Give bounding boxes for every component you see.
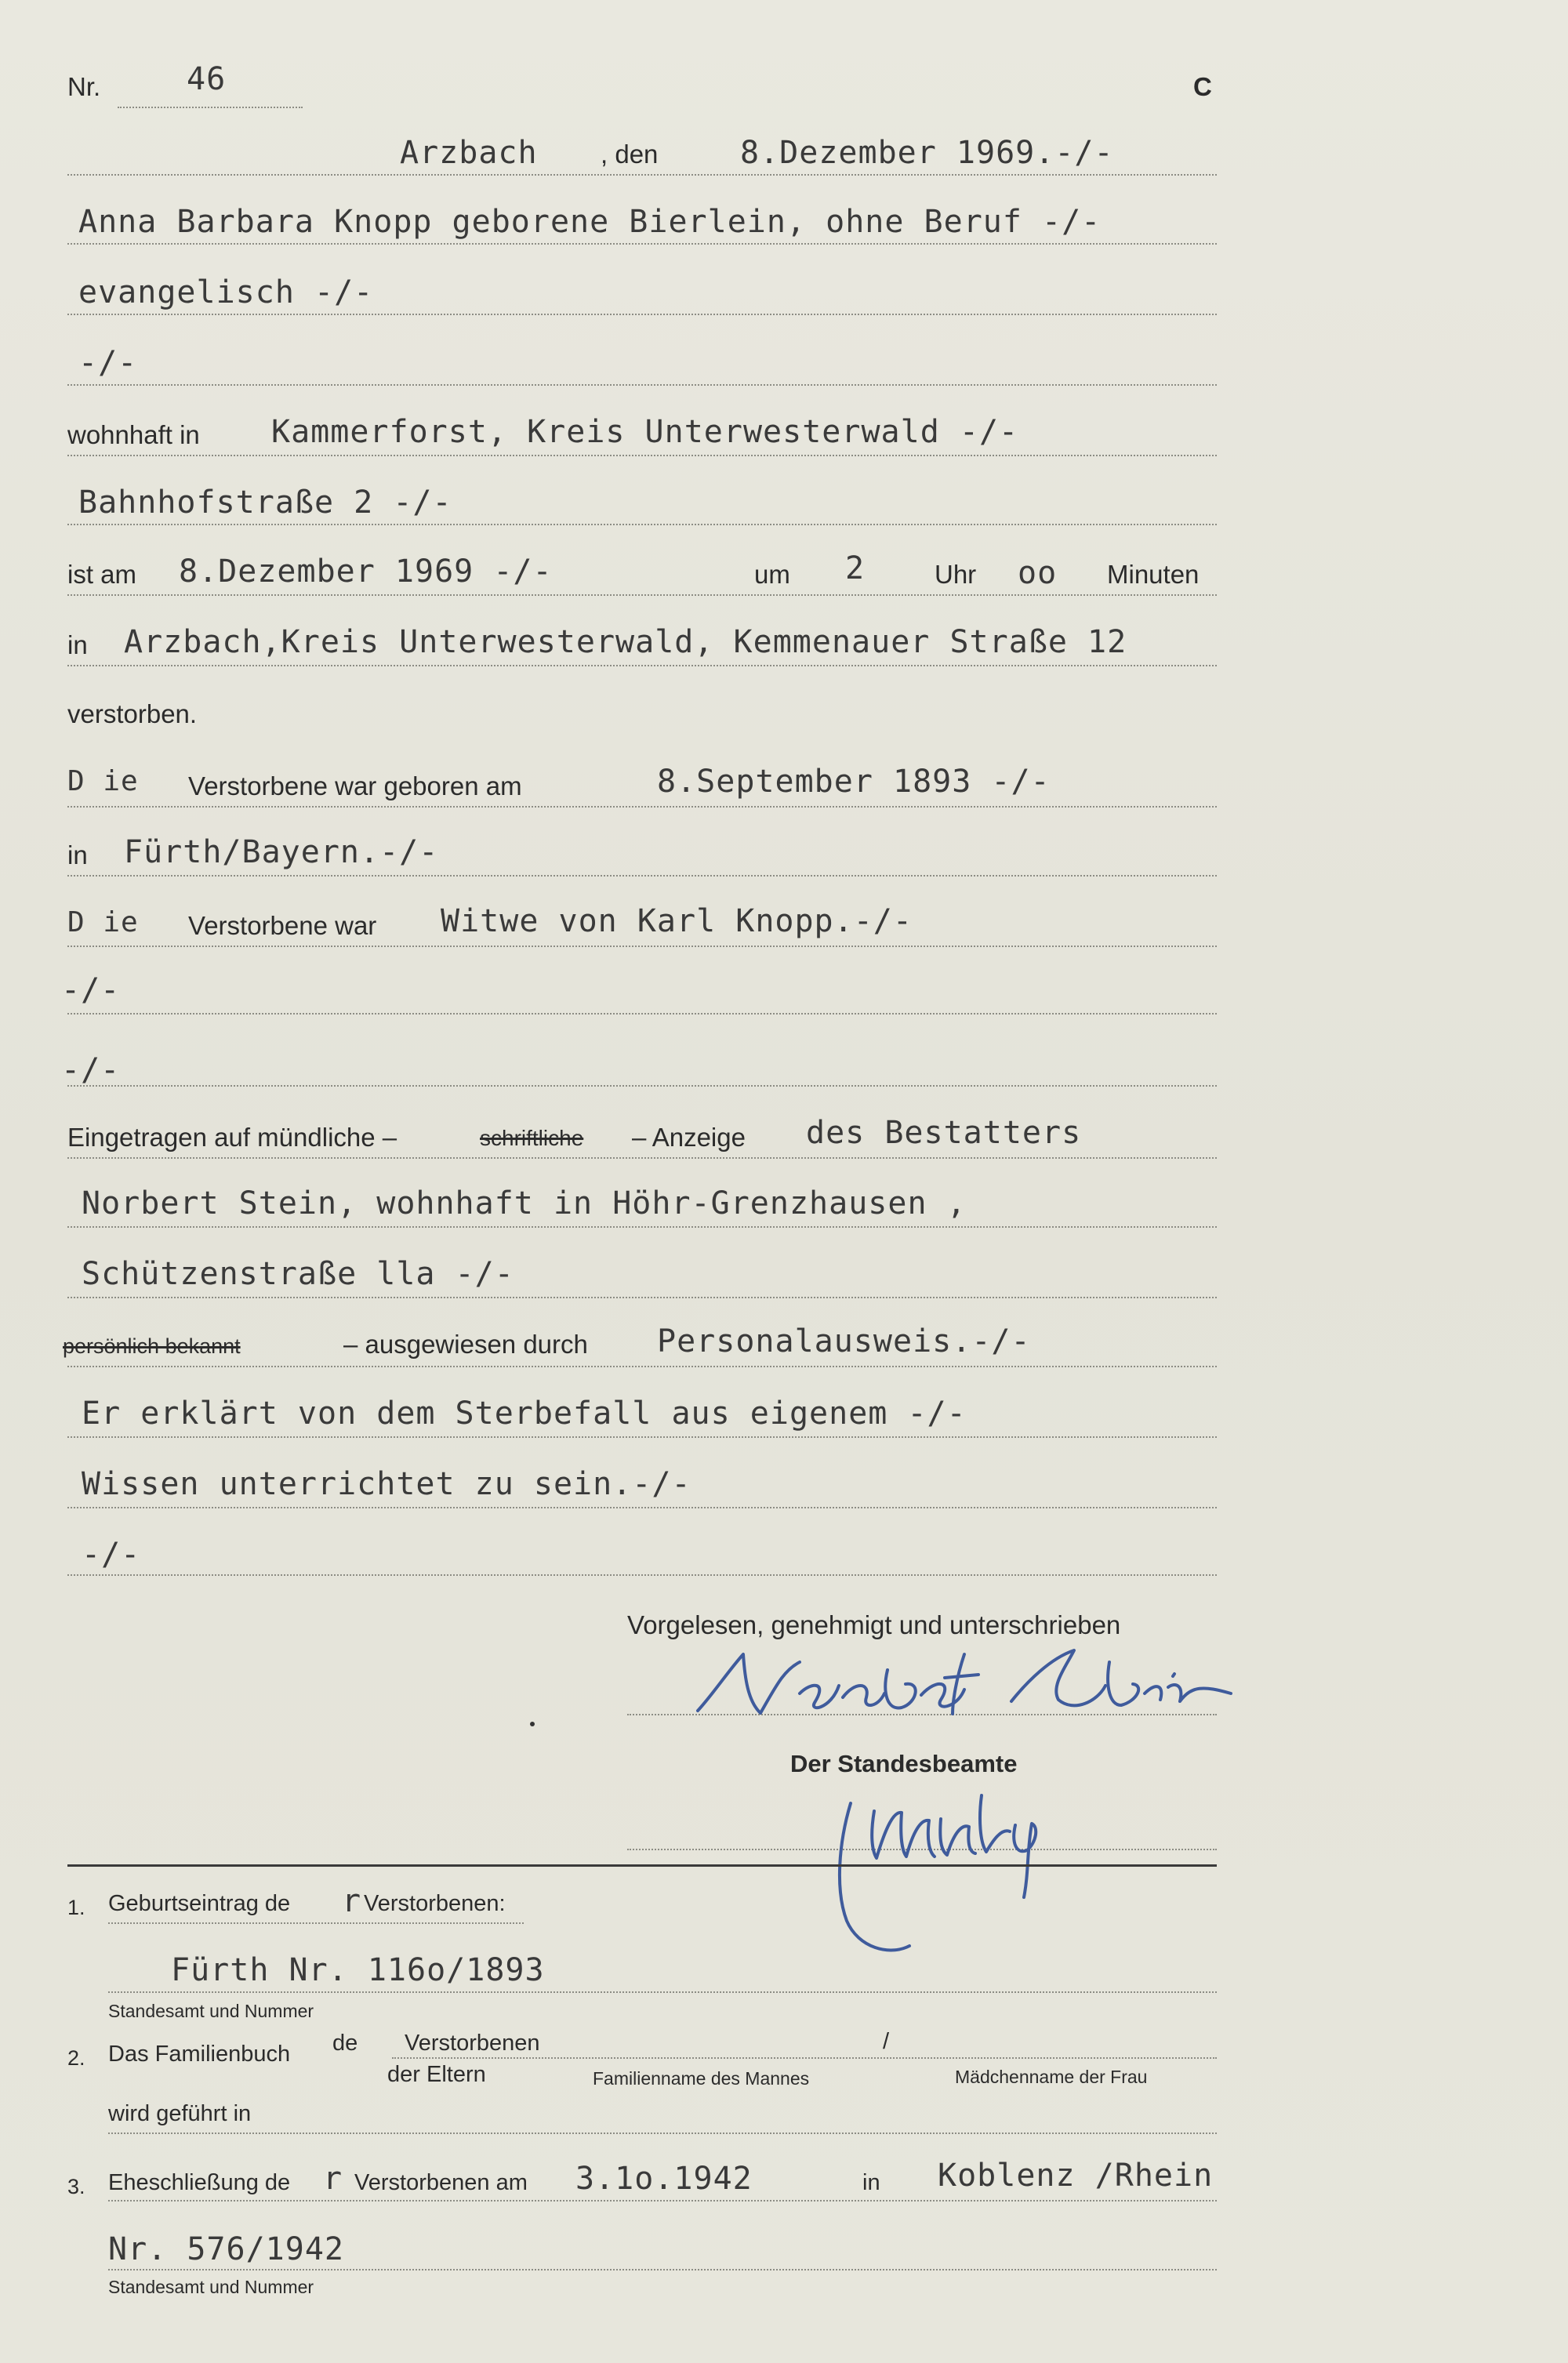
- registrar-signature: [815, 1764, 1082, 1960]
- dotted-line: [67, 1574, 1217, 1576]
- dotted-line: [67, 243, 1217, 245]
- register-letter: C: [1193, 72, 1212, 101]
- registered-label: Eingetragen auf mündliche –: [67, 1123, 397, 1152]
- blank-line-mark: -/-: [61, 1052, 121, 1088]
- dotted-line: [67, 314, 1217, 315]
- section-divider: [67, 1864, 1217, 1867]
- note-1-fill: r: [342, 1883, 362, 1919]
- status-prefix: D ie: [67, 906, 139, 938]
- note-2-caption-man: Familienname des Mannes: [593, 2068, 810, 2089]
- marriage-place: Koblenz /Rhein: [938, 2158, 1214, 2194]
- uhr-label: Uhr: [935, 560, 977, 589]
- dotted-line: [67, 455, 1217, 456]
- dotted-line: [67, 1085, 1217, 1087]
- dotted-line: [67, 384, 1217, 386]
- blank-line-mark: -/-: [61, 972, 121, 1008]
- note-2-parents: der Eltern: [387, 2062, 486, 2087]
- registrar-title: Der Standesbeamte: [790, 1750, 1018, 1777]
- dotted-line: [392, 2057, 1217, 2059]
- dotted-line: [67, 875, 1217, 877]
- death-minutes: oo: [1018, 555, 1058, 591]
- statement-line: Wissen unterrichtet zu sein.-/-: [82, 1466, 691, 1502]
- registry-date: 8.Dezember 1969.-/-: [740, 135, 1114, 171]
- note-2-deceased: Verstorbenen: [405, 2031, 540, 2056]
- dotted-line: [67, 1013, 1217, 1015]
- struck-written: schriftliche: [480, 1126, 584, 1150]
- read-approved-label: Vorgelesen, genehmigt und unterschrieben: [627, 1610, 1121, 1639]
- note-2-label: Das Familienbuch: [108, 2042, 291, 2067]
- born-prefix: D ie: [67, 765, 139, 797]
- note-2-kept-in: wird geführt in: [108, 2101, 252, 2126]
- blank-line-mark: -/-: [78, 345, 138, 381]
- note-2-slash: /: [883, 2029, 890, 2054]
- nr-dotted-line: [118, 107, 303, 108]
- note-3-label: Eheschließung de: [108, 2170, 291, 2195]
- residence-label: wohnhaft in: [67, 420, 200, 449]
- note-3-number: 3.: [67, 2175, 85, 2198]
- dotted-line: [67, 1366, 1217, 1367]
- entry-number: 46: [187, 61, 227, 97]
- death-place: Arzbach,Kreis Unterwesterwald, Kemmenauer Straße 12: [124, 624, 1127, 660]
- marital-status: Witwe von Karl Knopp.-/-: [441, 903, 913, 939]
- informant-signature: [682, 1639, 1239, 1725]
- deceased-name: Anna Barbara Knopp geborene Bierlein, ohne Beruf -/-: [78, 204, 1102, 240]
- status-label: Verstorbene war: [188, 911, 377, 940]
- dotted-line: [67, 1436, 1217, 1438]
- marriage-date: 3.1o.1942: [575, 2161, 753, 2197]
- dotted-line: [108, 1991, 1217, 1993]
- dotted-line: [108, 2200, 1217, 2201]
- note-1-number: 1.: [67, 1896, 85, 1919]
- note-3-fill: r: [323, 2161, 343, 2197]
- birth-date: 8.September 1893 -/-: [657, 764, 1051, 800]
- note-3-in: in: [862, 2170, 880, 2195]
- deceased-religion: evangelisch -/-: [78, 274, 374, 310]
- note-3-caption: Standesamt und Nummer: [108, 2277, 314, 2297]
- note-1-caption: Standesamt und Nummer: [108, 2001, 314, 2021]
- struck-known: persönlich bekannt: [63, 1334, 241, 1358]
- nr-label: Nr.: [67, 72, 101, 101]
- statement-line: -/-: [82, 1537, 141, 1573]
- dotted-line: [67, 665, 1217, 666]
- dotted-line: [67, 806, 1217, 808]
- marriage-entry-number: Nr. 576/1942: [108, 2231, 344, 2267]
- um-label: um: [754, 560, 790, 589]
- den-label: , den: [601, 140, 659, 169]
- dotted-line: [67, 1226, 1217, 1228]
- note-1-label-2: Verstorbenen:: [364, 1891, 506, 1916]
- born-label: Verstorbene war geboren am: [188, 771, 522, 800]
- informant-name: Norbert Stein, wohnhaft in Höhr-Grenzhausen ,: [82, 1185, 967, 1221]
- identity-document: Personalausweis.-/-: [657, 1323, 1031, 1359]
- registry-place: Arzbach: [400, 135, 538, 171]
- birth-entry-number: Fürth Nr. 116o/1893: [171, 1952, 545, 1988]
- informant-street: Schützenstraße lla -/-: [82, 1256, 514, 1292]
- residence-value: Kammerforst, Kreis Unterwesterwald -/-: [271, 414, 1019, 450]
- dotted-line: [67, 1157, 1217, 1159]
- identified-label: – ausgewiesen durch: [343, 1330, 588, 1359]
- note-2-number: 2.: [67, 2046, 85, 2070]
- birth-place: Fürth/Bayern.-/-: [124, 834, 439, 870]
- died-on-label: ist am: [67, 560, 137, 589]
- death-hour: 2: [845, 550, 866, 586]
- dotted-line: [108, 1922, 524, 1924]
- informant-role: des Bestatters: [806, 1115, 1082, 1151]
- residence-street: Bahnhofstraße 2 -/-: [78, 485, 452, 521]
- note-3-label-2: Verstorbenen am: [354, 2170, 528, 2195]
- dotted-line: [67, 946, 1217, 947]
- dotted-line: [67, 524, 1217, 525]
- dotted-line: [67, 1297, 1217, 1298]
- note-2-caption-woman: Mädchenname der Frau: [955, 2067, 1148, 2087]
- dotted-line: [108, 2133, 1217, 2134]
- report-label: – Anzeige: [632, 1123, 746, 1152]
- death-place-label: in: [67, 630, 88, 659]
- death-date: 8.Dezember 1969 -/-: [179, 554, 553, 590]
- dot-mark: [530, 1722, 535, 1726]
- minutes-label: Minuten: [1107, 560, 1200, 589]
- dotted-line: [67, 1507, 1217, 1508]
- header-dotted-line: [67, 174, 1217, 176]
- note-2-de: de: [332, 2031, 358, 2056]
- note-1-label: Geburtseintrag de: [108, 1891, 291, 1916]
- died-label: verstorben.: [67, 699, 198, 728]
- dotted-line: [67, 594, 1217, 596]
- birth-place-label: in: [67, 840, 88, 869]
- statement-line: Er erklärt von dem Sterbefall aus eigenem -/-: [82, 1396, 967, 1432]
- dotted-line: [108, 2269, 1217, 2270]
